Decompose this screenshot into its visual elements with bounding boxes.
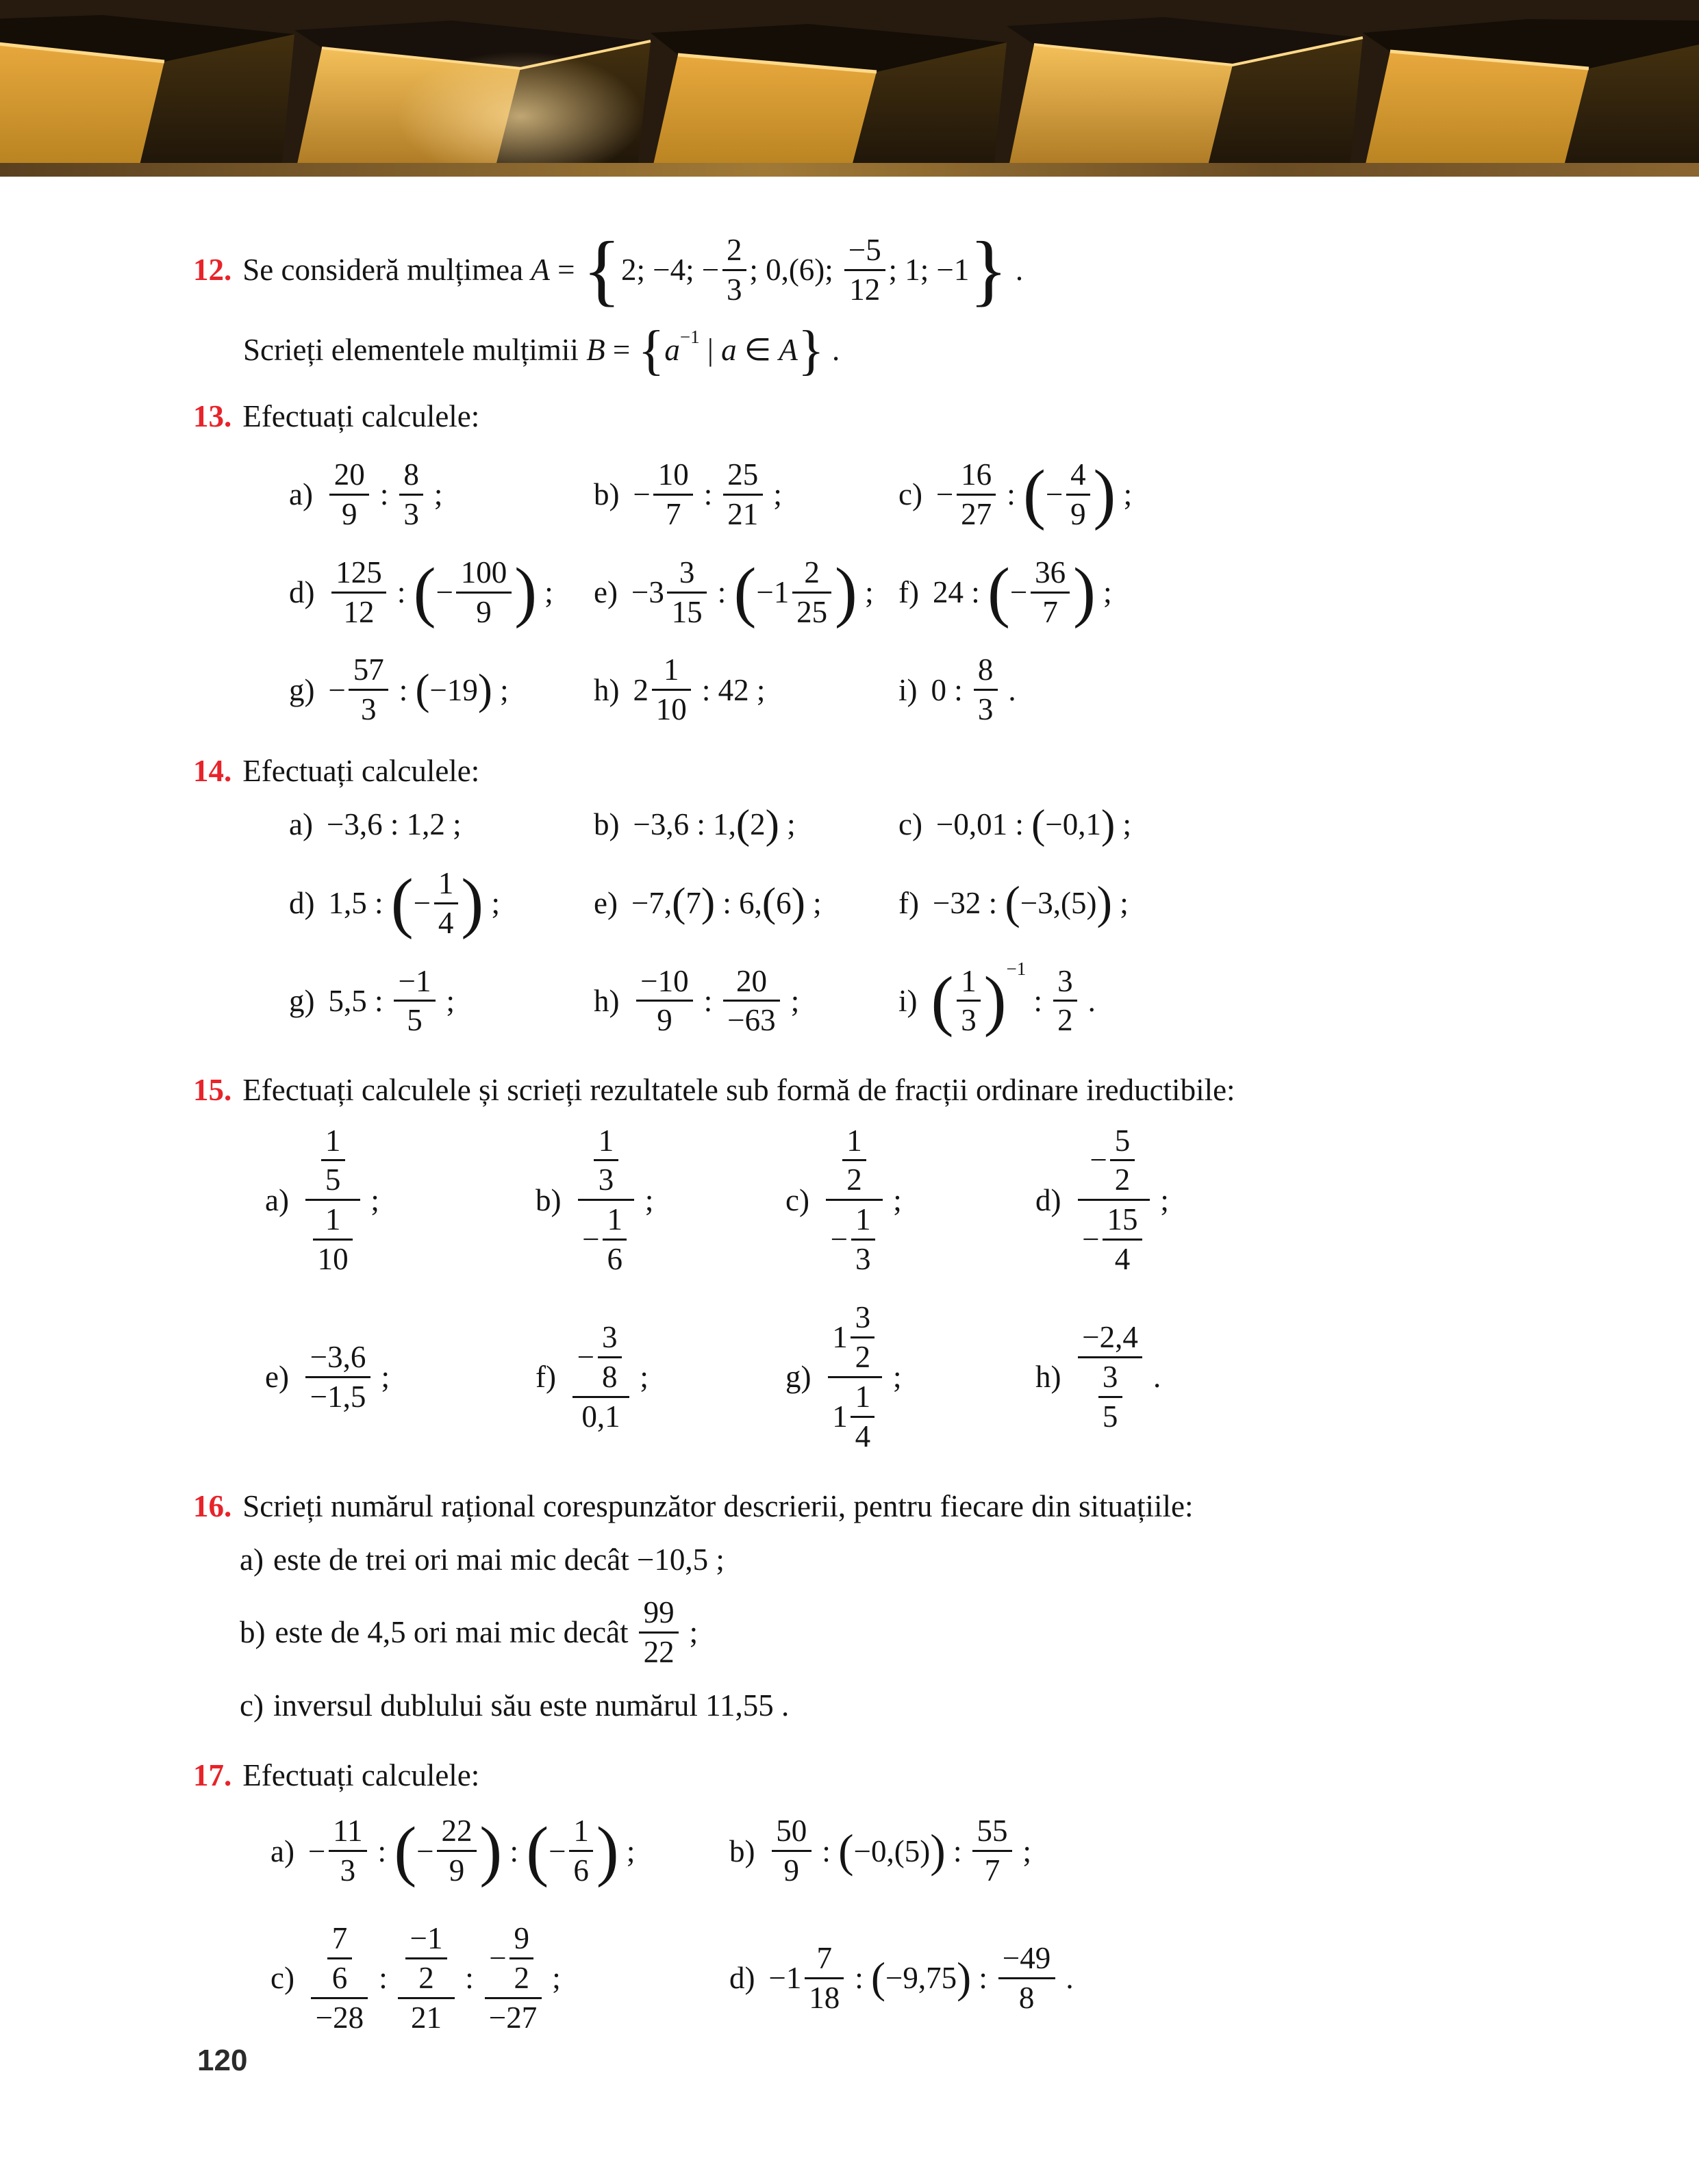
math-expression: − $\frac{5}{2}$ − $\frac{15}{4}$ ;: [1075, 1122, 1169, 1279]
exercise-16: [193, 1487, 1603, 1725]
item-label: c): [240, 1688, 264, 1723]
exercise-title: Efectuați calculele și scrieți rezultatele sub formă de fracții ordinare ireductibile:: [242, 1073, 1235, 1108]
math-expression: 7 6 −28 : −1 2 21 : − $\frac{9}{2}$ −27 ;: [308, 1920, 561, 2037]
item-label: b): [594, 807, 620, 842]
item-15d: [1035, 1122, 1603, 1279]
exercise-number: 15.: [193, 1073, 232, 1108]
math-expression: − $\frac{11}{3}$ : ( − $\frac{22}{9}$ ) : ( − $\frac{1}{6}$ ) ;: [307, 1813, 635, 1888]
item-label: g): [785, 1360, 811, 1395]
exercise-number: 13.: [193, 398, 232, 433]
item-14i: [898, 958, 1603, 1040]
exercise-15: [193, 1071, 1603, 1455]
item-label: f): [898, 574, 919, 609]
math-expression: 24 : ( − $\frac{36}{7}$ ) ;: [932, 554, 1112, 629]
item-15c: [785, 1122, 1035, 1279]
item-17c: [270, 1920, 729, 2037]
item-13d: [289, 554, 594, 631]
item-label: h): [594, 983, 620, 1018]
item-14d: [289, 865, 594, 942]
item-15e: [265, 1338, 536, 1416]
math-expression: − $\frac{57}{3}$ : ( −19 ) ;: [328, 652, 509, 727]
math-expression: 2 1 10 : 42 ;: [633, 652, 766, 727]
exercise-17: [193, 1756, 1603, 2037]
math-expression: 1,5 : ( − $\frac{1}{4}$ ) ;: [328, 865, 500, 941]
exercise-14-row-1: [289, 801, 1603, 848]
math-expression: −32 : ( −3,(5) ) ;: [932, 877, 1129, 929]
exercise-title: Efectuați calculele:: [242, 1758, 480, 1793]
item-15g: [785, 1299, 1035, 1456]
item-label: c): [270, 1961, 294, 1996]
item-13c: [898, 456, 1603, 533]
math-expression: A = { 2; −4; − $\frac{2}{3}$ ; 0,(6); −5 12 ; 1; −1 } .: [531, 225, 1024, 314]
item-14c: [898, 801, 1603, 848]
item-label: b): [536, 1182, 562, 1217]
math-expression: − $\frac{10}{7}$ : 25 21 ;: [633, 457, 782, 531]
math-expression: − $\frac{3}{8}$ 0,1 ;: [570, 1319, 649, 1436]
math-expression: −0,01 : ( −0,1 ) ;: [935, 801, 1131, 848]
math-expression: −3,6 : 1,2 ;: [326, 807, 462, 842]
item-14b: [594, 801, 898, 848]
item-label: i): [898, 983, 918, 1018]
item-13b: [594, 456, 898, 533]
item-14g: [289, 963, 594, 1040]
math-expression: 1 2 − $\frac{1}{3}$ ;: [823, 1122, 902, 1279]
item-17a: [270, 1812, 729, 1890]
exercise-16-title: [193, 1487, 1603, 1525]
item-label: c): [898, 807, 922, 842]
item-label: c): [898, 477, 922, 512]
header-image: [0, 0, 1699, 177]
item-label: d): [729, 1961, 755, 1996]
math-expression: este de trei ori mai mic decât −10,5 ;: [273, 1542, 725, 1577]
exercise-14-row-3: [289, 958, 1603, 1040]
math-expression: −10 9 : 20 −63 ;: [633, 963, 800, 1040]
item-label: a): [265, 1182, 289, 1217]
item-16a: [240, 1540, 1603, 1579]
math-expression: −3 3 15 : ( −1 2 25 ) ;: [631, 554, 874, 629]
exercise-15-row-1: [265, 1122, 1603, 1279]
math-expression: −7, ( 7 ) : 6, ( 6 ) ;: [631, 880, 822, 926]
math-expression: − $\frac{16}{27}$ : ( − $\frac{4}{9}$ ) ;: [935, 457, 1133, 532]
math-expression: ( 1 3 ) −1 : 3 2 .: [931, 958, 1096, 1038]
exercise-17-row-2: [270, 1920, 1603, 2037]
math-expression: −1 7 18 : ( −9,75 ) : −49 8 .: [768, 1941, 1074, 2016]
exercise-13: [193, 397, 1603, 729]
exercise-14: [193, 752, 1603, 1039]
exercise-title: Efectuați calculele:: [242, 754, 480, 789]
item-label: b): [240, 1615, 266, 1650]
exercise-number: 12.: [193, 253, 232, 288]
item-label: d): [289, 574, 315, 609]
exercise-13-row-1: [289, 456, 1603, 533]
item-13f: [898, 554, 1603, 631]
item-14a: [289, 805, 594, 843]
item-label: e): [265, 1360, 289, 1395]
item-label: i): [898, 672, 918, 707]
exercise-17-title: [193, 1756, 1603, 1794]
item-13i: [898, 651, 1603, 728]
exercise-title: Efectuați calculele:: [242, 398, 480, 433]
item-label: f): [898, 885, 919, 920]
exercise-number: 16.: [193, 1488, 232, 1523]
item-label: h): [1035, 1360, 1061, 1395]
item-15b: [536, 1122, 785, 1279]
item-label: h): [594, 672, 620, 707]
item-label: b): [594, 477, 620, 512]
exercise-12-line-2: [243, 318, 1603, 381]
item-label: g): [289, 983, 315, 1018]
exercise-number: 14.: [193, 754, 232, 789]
math-expression: 50 9 : ( −0,(5) ) : 55 7 ;: [769, 1812, 1032, 1890]
math-expression: 1 3 − $\frac{1}{6}$ ;: [575, 1122, 654, 1279]
item-13e: [594, 554, 898, 631]
item-16c: [240, 1686, 1603, 1725]
page-number: 120: [197, 2044, 248, 2077]
math-expression: 0 : 8 3 .: [931, 652, 1016, 727]
item-label: f): [536, 1360, 556, 1395]
item-15a: [265, 1122, 536, 1279]
item-label: e): [594, 574, 618, 609]
exercise-13-row-3: [289, 651, 1603, 728]
math-expression: 1 3 2 1 1 4 ;: [825, 1299, 902, 1456]
item-label: b): [729, 1833, 755, 1868]
item-13a: [289, 456, 594, 533]
exercise-statement: Se consideră mulțimea: [242, 253, 531, 288]
math-expression: 5,5 : −1 5 ;: [328, 963, 455, 1038]
math-expression: B = { a −1 | a ∈ A } .: [586, 318, 840, 381]
item-13g: [289, 651, 594, 728]
exercise-13-row-2: [289, 554, 1603, 631]
item-14e: [594, 880, 898, 926]
exercise-15-row-2: [265, 1299, 1603, 1456]
item-17b: [729, 1812, 1603, 1890]
math-expression: 20 9 : 8 3 ;: [327, 456, 442, 533]
item-15h: [1035, 1319, 1603, 1436]
math-expression: 125 12 : ( − $\frac{100}{9}$ ) ;: [329, 554, 553, 631]
item-label: a): [289, 807, 313, 842]
item-15f: [536, 1319, 785, 1436]
math-expression: −3,6 −1,5 ;: [303, 1338, 390, 1416]
exercise-17-row-1: [270, 1812, 1603, 1890]
exercise-title: Scrieți numărul rațional corespunzător descrierii, pentru fiecare din situațiile:: [242, 1488, 1194, 1523]
math-expression: este de 4,5 ori mai mic decât 99 22 ;: [275, 1595, 699, 1670]
exercise-14-row-2: [289, 865, 1603, 942]
item-label: a): [289, 477, 313, 512]
item-label: d): [289, 885, 315, 920]
item-label: e): [594, 885, 618, 920]
item-label: d): [1035, 1182, 1061, 1217]
exercise-12: [193, 225, 1603, 381]
item-16b: [240, 1594, 1603, 1671]
item-label: c): [785, 1182, 809, 1217]
item-label: g): [289, 672, 315, 707]
item-17d: [729, 1940, 1603, 2017]
math-expression: 1 5 1 10 ;: [303, 1122, 379, 1279]
exercise-number: 17.: [193, 1758, 232, 1793]
item-label: a): [240, 1542, 264, 1577]
math-expression: inversul dublului său este numărul 11,55 .: [273, 1688, 790, 1723]
exercise-13-title: [193, 397, 1603, 435]
item-14h: [594, 963, 898, 1040]
exercise-12-line-1: [193, 225, 1603, 314]
math-expression: −3,6 : 1, ( 2 ) ;: [633, 801, 796, 848]
page-content: [0, 177, 1699, 2037]
exercise-14-title: [193, 752, 1603, 790]
exercise-15-title: [193, 1071, 1603, 1109]
math-expression: −2,4 3 5 .: [1075, 1319, 1161, 1436]
item-14f: [898, 877, 1603, 929]
item-label: a): [270, 1833, 294, 1868]
item-13h: [594, 651, 898, 728]
exercise-statement: Scrieți elementele mulțimii: [243, 333, 587, 368]
